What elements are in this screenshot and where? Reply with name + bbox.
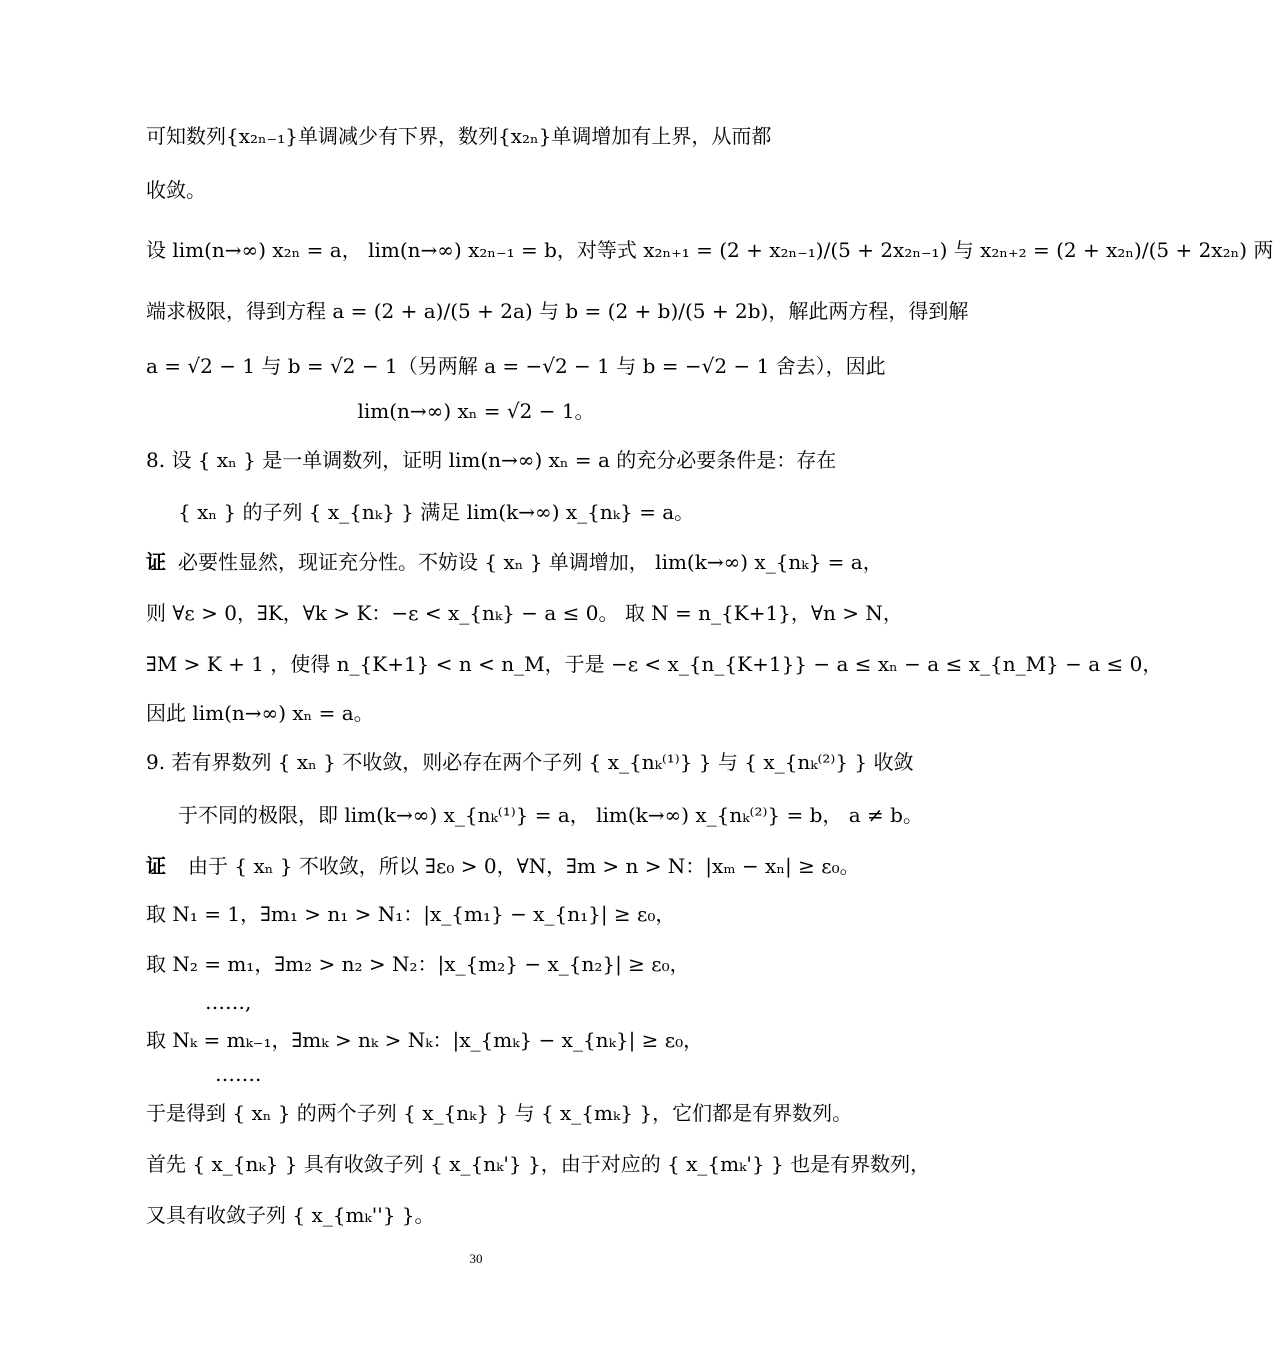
proof-label-2: 证 <box>146 854 166 878</box>
problem-9-continuation: 于不同的极限，即 lim(k→∞) x_{nₖ⁽¹⁾} = a， lim(k→∞) x_{nₖ⁽²⁾} = b， a ≠ b。 <box>178 803 923 827</box>
text-line-5: a = √2 − 1 与 b = √2 − 1（另两解 a = −√2 − 1 与 b = −√2 − 1 舍去），因此 <box>146 354 886 378</box>
proof-label-1: 证 <box>146 550 166 574</box>
proof-9-line-4: 取 Nₖ = mₖ₋₁，∃mₖ > nₖ > Nₖ：|x_{mₖ} − x_{nₖ}| ≥ ε₀， <box>146 1028 704 1052</box>
proof-8-line-2: 则 ∀ε > 0，∃K，∀k > K：−ε < x_{nₖ} − a ≤ 0。 取 N = n_{K+1}，∀n > N， <box>146 601 903 625</box>
proof-8-line-1: 必要性显然，现证充分性。不妨设 { xₙ } 单调增加， lim(k→∞) x_{nₖ} = a， <box>178 550 883 574</box>
text-line-2: 收敛。 <box>146 178 206 202</box>
proof-9-line-6: 首先 { x_{nₖ} } 具有收敛子列 { x_{nₖ'} }，由于对应的 { x_{mₖ'} } 也是有界数列， <box>146 1152 931 1176</box>
ellipsis-1: ……, <box>205 990 252 1014</box>
text-line-4: 端求极限，得到方程 a = (2 + a)/(5 + 2a) 与 b = (2 + b)/(5 + 2b)，解此两方程，得到解 <box>146 299 969 323</box>
problem-9-heading: 9. 若有界数列 { xₙ } 不收敛，则必存在两个子列 { x_{nₖ⁽¹⁾} } 与 { x_{nₖ⁽²⁾} } 收敛 <box>146 750 914 774</box>
page-number: 30 <box>469 1251 483 1266</box>
proof-9-line-3: 取 N₂ = m₁，∃m₂ > n₂ > N₂：|x_{m₂} − x_{n₂}| ≥ ε₀， <box>146 952 690 976</box>
problem-8-heading: 8. 设 { xₙ } 是一单调数列，证明 lim(n→∞) xₙ = a 的充分必要条件是：存在 <box>146 448 837 472</box>
text-line-3: 设 lim(n→∞) x₂ₙ = a， lim(n→∞) x₂ₙ₋₁ = b，对等式 x₂ₙ₊₁ = (2 + x₂ₙ₋₁)/(5 + 2x₂ₙ₋₁) 与 x₂ₙ₊₂ = (2 + x₂ₙ)/(5 + 2x₂ₙ) 两 <box>146 238 1273 262</box>
ellipsis-2: ……. <box>215 1062 262 1086</box>
proof-9-line-2: 取 N₁ = 1，∃m₁ > n₁ > N₁：|x_{m₁} − x_{n₁}| ≥ ε₀， <box>146 902 676 926</box>
proof-9-line-1: 由于 { xₙ } 不收敛，所以 ∃ε₀ > 0，∀N，∃m > n > N：|xₘ − xₙ| ≥ ε₀。 <box>188 854 860 878</box>
proof-8-line-4: 因此 lim(n→∞) xₙ = a。 <box>146 701 374 725</box>
problem-8-continuation: { xₙ } 的子列 { x_{nₖ} } 满足 lim(k→∞) x_{nₖ} = a。 <box>178 500 695 524</box>
proof-8-line-3: ∃M > K + 1 ，使得 n_{K+1} < n < n_M，于是 −ε < x_{n_{K+1}} − a ≤ xₙ − a ≤ x_{n_M} − a ≤ 0， <box>146 652 1163 676</box>
proof-9-line-5: 于是得到 { xₙ } 的两个子列 { x_{nₖ} } 与 { x_{mₖ} }，它们都是有界数列。 <box>146 1101 853 1125</box>
centered-formula: lim(n→∞) xₙ = √2 − 1。 <box>357 399 595 423</box>
text-line-1: 可知数列{x₂ₙ₋₁}单调减少有下界，数列{x₂ₙ}单调增加有上界，从而都 <box>146 124 772 148</box>
proof-9-line-7: 又具有收敛子列 { x_{mₖ''} }。 <box>146 1203 435 1227</box>
